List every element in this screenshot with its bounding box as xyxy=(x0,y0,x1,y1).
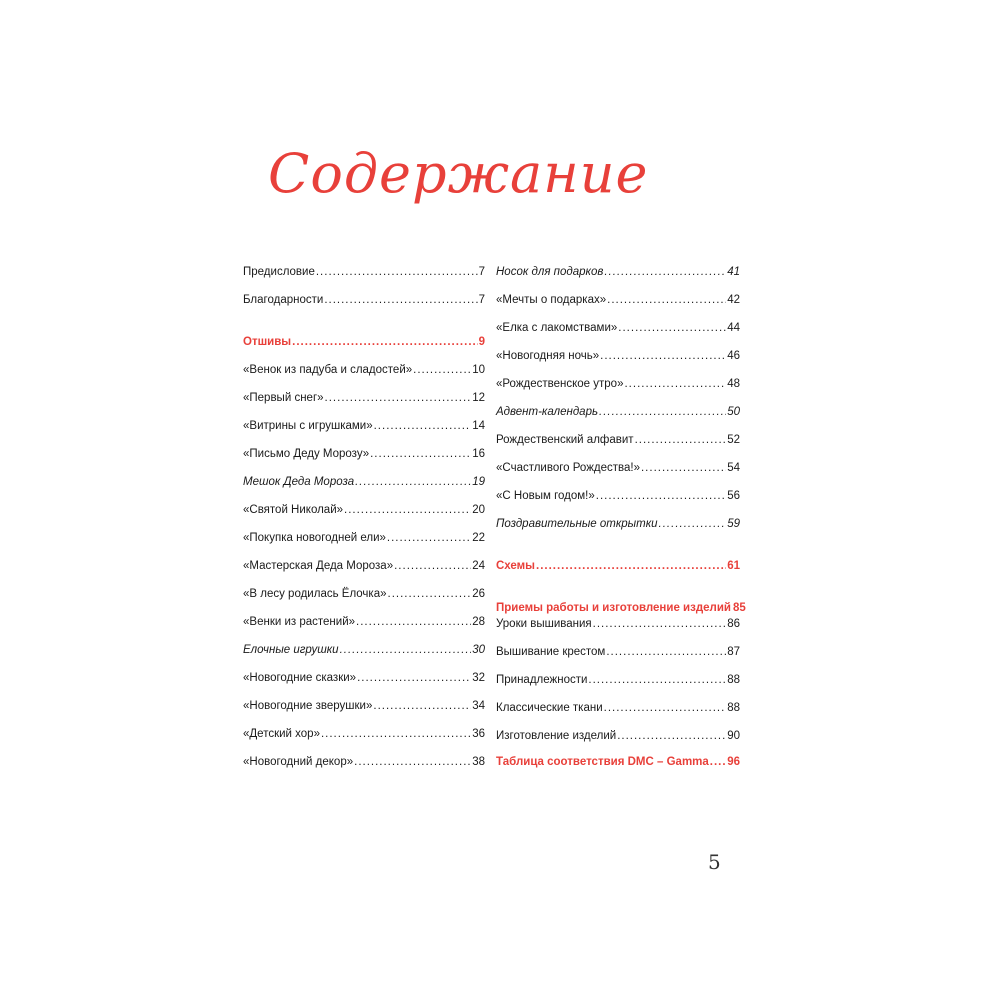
toc-entry-page: 46 xyxy=(727,350,740,362)
leader-dots xyxy=(325,392,472,404)
toc-entry-page: 38 xyxy=(472,756,485,768)
leader-dots xyxy=(357,672,471,684)
toc-entry-title: Изготовление изделий xyxy=(496,730,617,742)
leader-dots xyxy=(388,588,472,600)
toc-entry-title: «Новогодний декор» xyxy=(243,756,354,768)
toc-entry-page: 50 xyxy=(727,406,740,418)
leader-dots xyxy=(641,462,726,474)
leader-dots xyxy=(344,504,471,516)
toc-entry-page: 54 xyxy=(727,462,740,474)
toc-entry[interactable] xyxy=(243,756,485,772)
leader-dots xyxy=(599,406,726,418)
toc-entry[interactable] xyxy=(243,700,485,716)
leader-dots xyxy=(324,294,477,306)
toc-entry-page: 56 xyxy=(727,490,740,502)
toc-entry-title: Адвент-календарь xyxy=(496,406,599,418)
leader-dots xyxy=(340,644,472,656)
leader-dots xyxy=(588,674,726,686)
toc-entry-title: Уроки вышивания xyxy=(496,618,592,630)
toc-entry[interactable] xyxy=(496,434,740,450)
toc-entry[interactable] xyxy=(496,378,740,394)
toc-entry[interactable] xyxy=(243,476,485,492)
toc-entry-title: Благодарности xyxy=(243,294,324,306)
leader-dots xyxy=(292,336,477,348)
toc-entry-title: «Мастерская Деда Мороза» xyxy=(243,560,394,572)
leader-dots xyxy=(600,350,726,362)
leader-dots xyxy=(618,322,726,334)
toc-entry-title: Вышивание крестом xyxy=(496,646,606,658)
toc-entry[interactable] xyxy=(243,448,485,464)
toc-entry-title: «Венок из падуба и сладостей» xyxy=(243,364,413,376)
leader-dots xyxy=(659,518,727,530)
leader-dots xyxy=(593,618,727,630)
toc-section-entry[interactable] xyxy=(496,602,746,618)
toc-section-entry[interactable] xyxy=(496,560,740,576)
leader-dots xyxy=(536,560,726,572)
toc-section-entry[interactable] xyxy=(496,756,740,772)
toc-entry-title: Носок для подарков xyxy=(496,266,604,278)
toc-entry-title: «В лесу родилась Ёлочка» xyxy=(243,588,387,600)
leader-dots xyxy=(354,756,471,768)
leader-dots xyxy=(321,728,471,740)
toc-entry-page: 7 xyxy=(478,266,485,278)
toc-entry-title: «Святой Николай» xyxy=(243,504,344,516)
leader-dots xyxy=(617,730,726,742)
toc-entry-title: Классические ткани xyxy=(496,702,603,714)
toc-entry-page: 36 xyxy=(472,728,485,740)
toc-entry-page: 61 xyxy=(727,560,740,572)
leader-dots xyxy=(316,266,478,278)
toc-entry[interactable] xyxy=(243,392,485,408)
toc-entry-page: 59 xyxy=(727,518,740,530)
toc-entry-title: Отшивы xyxy=(243,336,292,348)
leader-dots xyxy=(373,700,471,712)
toc-entry-title: Рождественский алфавит xyxy=(496,434,634,446)
toc-entry[interactable] xyxy=(496,518,740,534)
toc-entry-page: 85 xyxy=(732,602,746,614)
toc-entry-title: «Покупка новогодней ели» xyxy=(243,532,386,544)
toc-entry[interactable] xyxy=(243,364,485,380)
page-number: 5 xyxy=(708,850,721,874)
toc-entry[interactable] xyxy=(496,702,740,718)
toc-entry-title: «Мечты о подарках» xyxy=(496,294,607,306)
toc-entry[interactable] xyxy=(496,462,740,478)
toc-entry-page: 52 xyxy=(727,434,740,446)
leader-dots xyxy=(604,702,727,714)
toc-entry-page: 34 xyxy=(472,700,485,712)
toc-entry[interactable] xyxy=(243,266,485,282)
toc-entry-page: 22 xyxy=(472,532,485,544)
toc-entry-title: «Новогодняя ночь» xyxy=(496,350,600,362)
toc-entry-title: Таблица соответствия DMC – Gamma xyxy=(496,756,709,768)
toc-entry-page: 48 xyxy=(727,378,740,390)
toc-entry[interactable] xyxy=(496,490,740,506)
toc-entry[interactable] xyxy=(243,644,485,660)
toc-entry-page: 20 xyxy=(472,504,485,516)
leader-dots xyxy=(394,560,471,572)
toc-entry-title: «Письмо Деду Морозу» xyxy=(243,448,370,460)
leader-dots xyxy=(413,364,471,376)
toc-entry-title: «Рождественское утро» xyxy=(496,378,624,390)
toc-entry-page: 9 xyxy=(478,336,485,348)
toc-entry[interactable] xyxy=(496,406,740,422)
toc-entry-page: 96 xyxy=(727,756,740,768)
toc-entry-page: 24 xyxy=(472,560,485,572)
leader-dots xyxy=(356,616,471,628)
toc-entry-page: 14 xyxy=(472,420,485,432)
toc-entry-page: 88 xyxy=(727,702,740,714)
toc-entry[interactable] xyxy=(496,322,740,338)
toc-entry-page: 30 xyxy=(472,644,485,656)
toc-section-entry[interactable] xyxy=(243,336,485,352)
toc-entry-title: Приемы работы и изготовление изделий xyxy=(496,602,731,614)
toc-entry-title: Схемы xyxy=(496,560,535,572)
toc-entry[interactable] xyxy=(496,294,740,310)
toc-entry-title: Поздравительные открытки xyxy=(496,518,658,530)
toc-entry[interactable] xyxy=(496,618,740,634)
toc-entry-title: «Елка с лакомствами» xyxy=(496,322,618,334)
toc-entry-title: «Венки из растений» xyxy=(243,616,356,628)
leader-dots xyxy=(604,266,726,278)
toc-entry[interactable] xyxy=(496,730,740,746)
toc-entry-title: Предисловие xyxy=(243,266,315,278)
toc-entry-page: 44 xyxy=(727,322,740,334)
toc-entry[interactable] xyxy=(496,350,740,366)
toc-entry[interactable] xyxy=(243,504,485,520)
toc-entry[interactable] xyxy=(243,532,485,548)
toc-entry-title: «Новогодние зверушки» xyxy=(243,700,373,712)
toc-entry-page: 90 xyxy=(727,730,740,742)
toc-entry-page: 41 xyxy=(727,266,740,278)
toc-entry-title: Принадлежности xyxy=(496,674,588,686)
toc-entry-title: «Витрины с игрушками» xyxy=(243,420,373,432)
leader-dots xyxy=(596,490,726,502)
toc-entry-title: Елочные игрушки xyxy=(243,644,339,656)
leader-dots xyxy=(624,378,726,390)
toc-entry-title: «Новогодние сказки» xyxy=(243,672,357,684)
toc-entry-title: «Счастливого Рождества!» xyxy=(496,462,640,474)
toc-entry-page: 42 xyxy=(727,294,740,306)
leader-dots xyxy=(710,756,726,768)
leader-dots xyxy=(355,476,471,488)
leader-dots xyxy=(370,448,471,460)
toc-entry[interactable] xyxy=(243,560,485,576)
toc-entry[interactable] xyxy=(496,646,740,662)
toc-entry[interactable] xyxy=(496,266,740,282)
toc-entry[interactable] xyxy=(243,294,485,310)
toc-entry[interactable] xyxy=(243,672,485,688)
toc-entry-title: Мешок Деда Мороза xyxy=(243,476,355,488)
toc-entry-page: 86 xyxy=(727,618,740,630)
toc-entry[interactable] xyxy=(243,728,485,744)
toc-entry-title: «Детский хор» xyxy=(243,728,320,740)
toc-entry-title: «Первый снег» xyxy=(243,392,324,404)
toc-entry[interactable] xyxy=(243,420,485,436)
toc-entry-page: 16 xyxy=(472,448,485,460)
leader-dots xyxy=(607,294,726,306)
toc-entry[interactable] xyxy=(243,616,485,632)
toc-entry-page: 32 xyxy=(472,672,485,684)
toc-entry[interactable] xyxy=(243,588,485,604)
leader-dots xyxy=(387,532,471,544)
page-title: Содержание xyxy=(268,142,649,205)
toc-entry-title: «С Новым годом!» xyxy=(496,490,595,502)
toc-entry[interactable] xyxy=(496,674,740,690)
toc-entry-page: 7 xyxy=(478,294,485,306)
toc-entry-page: 26 xyxy=(472,588,485,600)
leader-dots xyxy=(635,434,727,446)
leader-dots xyxy=(606,646,726,658)
toc-entry-page: 10 xyxy=(472,364,485,376)
toc-entry-page: 12 xyxy=(472,392,485,404)
toc-entry-page: 87 xyxy=(727,646,740,658)
toc-entry-page: 19 xyxy=(472,476,485,488)
leader-dots xyxy=(374,420,472,432)
toc-entry-page: 28 xyxy=(472,616,485,628)
toc-entry-page: 88 xyxy=(727,674,740,686)
